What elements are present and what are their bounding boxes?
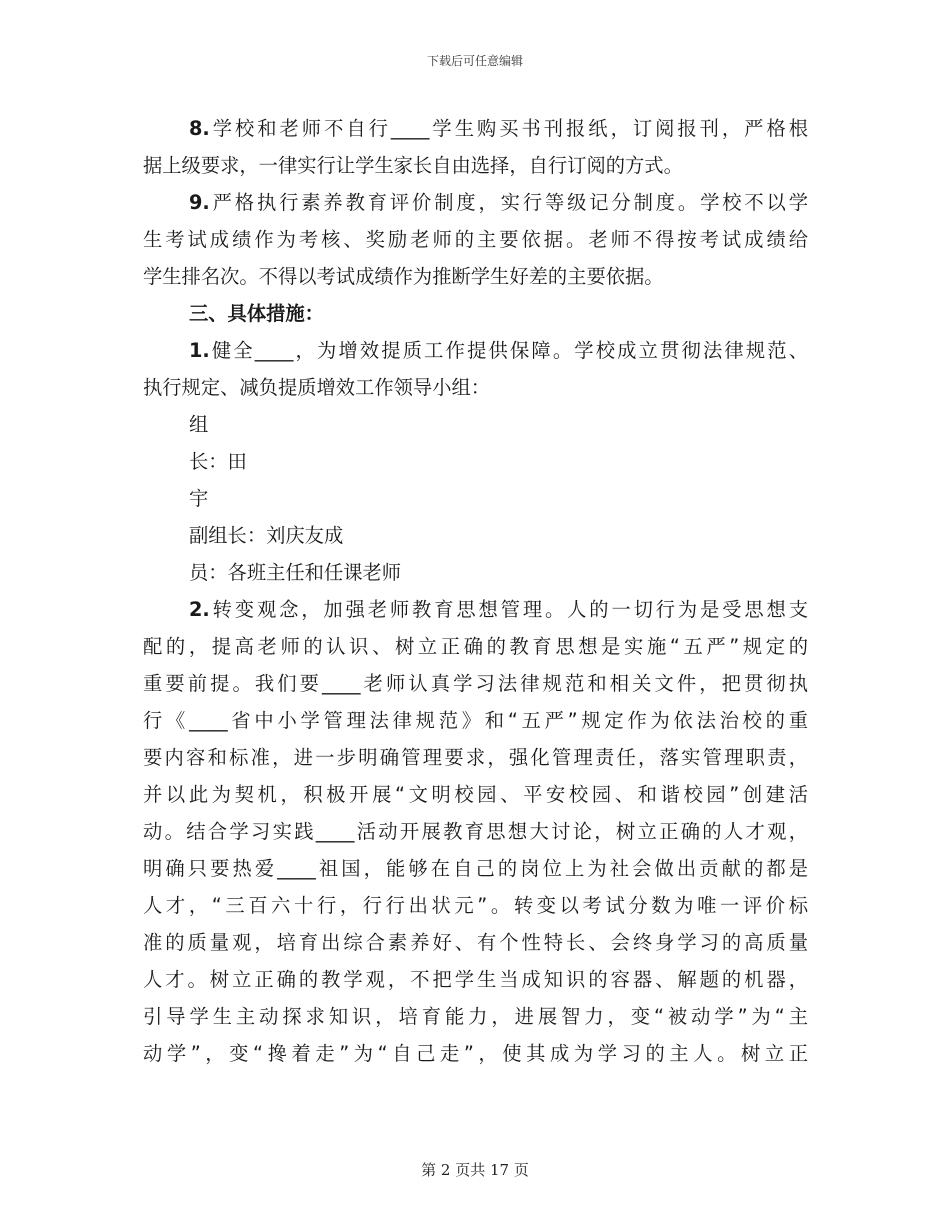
paragraph-line: 明确只要热爱____祖国，能够在自己的岗位上为社会做出贡献的都是 — [143, 857, 808, 880]
paragraph-line: 准的质量观，培育出综合素养好、有个性特长、会终身学习的高质量 — [143, 931, 808, 954]
paragraph-line: 长：田 — [189, 450, 247, 473]
paragraph-line: 重要前提。我们要____老师认真学习法律规范和相关文件，把贯彻执 — [143, 672, 808, 695]
page-header: 下载后可任意编辑 — [426, 54, 523, 68]
paragraph-line: 引导学生主动探求知识，培育能力，进展智力，变“被动学”为“主 — [143, 1005, 808, 1028]
paragraph-line: 动学”，变“搀着走”为“自己走”，使其成为学习的主人。树立正 — [143, 1042, 808, 1065]
item-number: 1. — [189, 339, 210, 362]
paragraph-line: 执行规定、减负提质增效工作领导小组： — [143, 376, 491, 399]
page-footer: 第 2 页共 17 页 — [421, 1161, 529, 1179]
paragraph-line: 宇 — [189, 487, 209, 510]
document-body — [143, 110, 808, 1072]
paragraph-line: 副组长：刘庆友成 — [189, 524, 344, 547]
paragraph-line: 并以此为契机，积极开展“文明校园、平安校园、和谐校园”创建活 — [143, 783, 808, 806]
item-number: 9. — [189, 191, 210, 214]
paragraph-line: 动。结合学习实践____活动开展教育思想大讨论，树立正确的人才观， — [143, 820, 808, 843]
paragraph-line: 学生排名次。不得以考试成绩作为推断学生好差的主要依据。 — [143, 265, 664, 288]
paragraph-line: 9.严格执行素养教育评价制度，实行等级记分制度。学校不以学 — [189, 191, 808, 214]
item-number: 2. — [189, 598, 210, 621]
paragraph-line: 行《____省中小学管理法律规范》和“五严”规定作为依法治校的重 — [143, 709, 808, 732]
paragraph-line: 据上级要求，一律实行让学生家长自由选择，自行订阅的方式。 — [143, 154, 683, 177]
paragraph-line: 1.健全____，为增效提质工作提供保障。学校成立贯彻法律规范、 — [189, 339, 808, 362]
paragraph-line: 8.学校和老师不自行____学生购买书刊报纸，订阅报刊，严格根 — [189, 117, 808, 140]
paragraph-line: 人才。树立正确的教学观，不把学生当成知识的容器、解题的机器， — [143, 968, 808, 991]
paragraph-line: 人才，“三百六十行，行行出状元”。转变以考试分数为唯一评价标 — [143, 894, 808, 917]
paragraph-line: 要内容和标准，进一步明确管理要求，强化管理责任，落实管理职责， — [143, 746, 808, 769]
paragraph-line: 配的，提高老师的认识、树立正确的教育思想是实施“五严”规定的 — [143, 635, 808, 658]
paragraph-line: 2.转变观念，加强老师教育思想管理。人的一切行为是受思想支 — [189, 598, 808, 621]
section-heading: 三、具体措施： — [189, 302, 324, 325]
item-number: 8. — [189, 117, 210, 140]
paragraph-line: 生考试成绩作为考核、奖励老师的主要依据。老师不得按考试成绩给 — [143, 228, 808, 251]
paragraph-line: 员：各班主任和任课老师 — [189, 561, 402, 584]
paragraph-line: 组 — [189, 413, 209, 436]
